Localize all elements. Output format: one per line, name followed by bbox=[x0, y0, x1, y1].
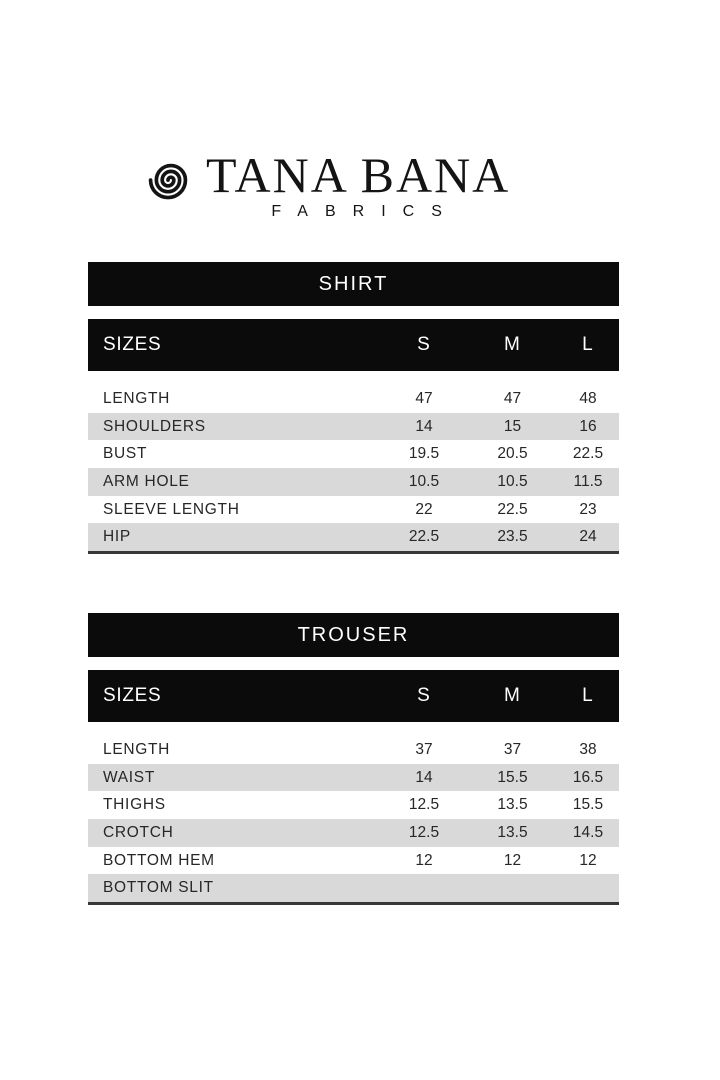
table-row bbox=[88, 736, 619, 764]
trouser-size-table bbox=[88, 613, 619, 905]
sizes-header-label: SIZES bbox=[103, 334, 162, 355]
value-l: 38 bbox=[579, 740, 597, 758]
table-row bbox=[88, 523, 619, 551]
value-m: 23.5 bbox=[497, 528, 528, 546]
value-l: 48 bbox=[579, 389, 597, 407]
size-column-m: M bbox=[503, 685, 522, 706]
value-l: 15.5 bbox=[572, 796, 604, 814]
value-s: 10.5 bbox=[408, 472, 440, 490]
table-row bbox=[88, 764, 619, 792]
value-m: 22.5 bbox=[497, 500, 528, 518]
value-m: 15.5 bbox=[497, 768, 528, 786]
value-s: 14 bbox=[415, 417, 433, 435]
table-row bbox=[88, 874, 619, 902]
value-m: 13.5 bbox=[497, 796, 528, 814]
measurement-label: WAIST bbox=[103, 768, 156, 786]
value-l: 14.5 bbox=[572, 823, 604, 841]
value-s: 12.5 bbox=[408, 796, 440, 814]
table-row bbox=[88, 468, 619, 496]
value-s: 19.5 bbox=[408, 445, 440, 463]
table-row bbox=[88, 385, 619, 413]
table-row bbox=[88, 440, 619, 468]
brand-text bbox=[206, 147, 511, 220]
sizes-header-label: SIZES bbox=[103, 685, 162, 706]
brand-subtitle: FABRICS bbox=[271, 203, 459, 220]
size-column-s: S bbox=[417, 685, 431, 706]
value-l: 23 bbox=[579, 500, 597, 518]
table-row bbox=[88, 413, 619, 441]
value-l: 11.5 bbox=[573, 472, 603, 490]
value-s: 22.5 bbox=[408, 528, 440, 546]
value-s: 14 bbox=[415, 768, 433, 786]
value-m: 15 bbox=[503, 417, 522, 435]
spiral-icon bbox=[137, 151, 199, 215]
table-row bbox=[88, 847, 619, 875]
measurement-label: THIGHS bbox=[103, 796, 166, 814]
table-row bbox=[88, 791, 619, 819]
measurement-label: LENGTH bbox=[103, 389, 171, 407]
shirt-size-table bbox=[88, 262, 619, 554]
size-column-l: L bbox=[582, 685, 594, 706]
value-s: 12.5 bbox=[408, 823, 440, 841]
value-m: 47 bbox=[503, 389, 522, 407]
trouser-table-rows bbox=[88, 736, 619, 905]
value-l: 16 bbox=[579, 417, 597, 435]
section-title-trouser: TROUSER bbox=[88, 613, 619, 657]
measurement-label: SLEEVE LENGTH bbox=[103, 500, 240, 518]
size-column-l: L bbox=[582, 334, 594, 355]
value-m: 10.5 bbox=[497, 472, 528, 490]
measurement-label: CROTCH bbox=[103, 823, 174, 841]
value-m: 20.5 bbox=[497, 445, 528, 463]
value-m: 12 bbox=[503, 851, 522, 869]
measurement-label: BOTTOM SLIT bbox=[103, 879, 214, 897]
size-column-m: M bbox=[503, 334, 522, 355]
shirt-table-rows bbox=[88, 385, 619, 554]
value-m: 13.5 bbox=[497, 823, 528, 841]
measurement-label: HIP bbox=[103, 528, 131, 546]
table-row bbox=[88, 819, 619, 847]
value-l: 12 bbox=[579, 851, 597, 869]
size-column-s: S bbox=[417, 334, 431, 355]
brand-logo bbox=[137, 147, 511, 220]
value-s: 37 bbox=[415, 740, 433, 758]
value-m: 37 bbox=[503, 740, 522, 758]
measurement-label: SHOULDERS bbox=[103, 417, 206, 435]
measurement-label: BOTTOM HEM bbox=[103, 851, 215, 869]
table-row bbox=[88, 496, 619, 524]
value-l: 16.5 bbox=[572, 768, 604, 786]
measurement-label: BUST bbox=[103, 445, 148, 463]
shirt-table-header bbox=[88, 319, 619, 371]
value-l: 24 bbox=[579, 528, 597, 546]
value-s: 22 bbox=[415, 500, 433, 518]
measurement-label: ARM HOLE bbox=[103, 472, 190, 490]
value-s: 12 bbox=[415, 851, 433, 869]
section-title-shirt: SHIRT bbox=[88, 262, 619, 306]
value-l: 22.5 bbox=[572, 445, 604, 463]
trouser-table-header bbox=[88, 670, 619, 722]
brand-name: TANA BANA bbox=[206, 147, 511, 203]
value-s: 47 bbox=[415, 389, 433, 407]
measurement-label: LENGTH bbox=[103, 740, 171, 758]
